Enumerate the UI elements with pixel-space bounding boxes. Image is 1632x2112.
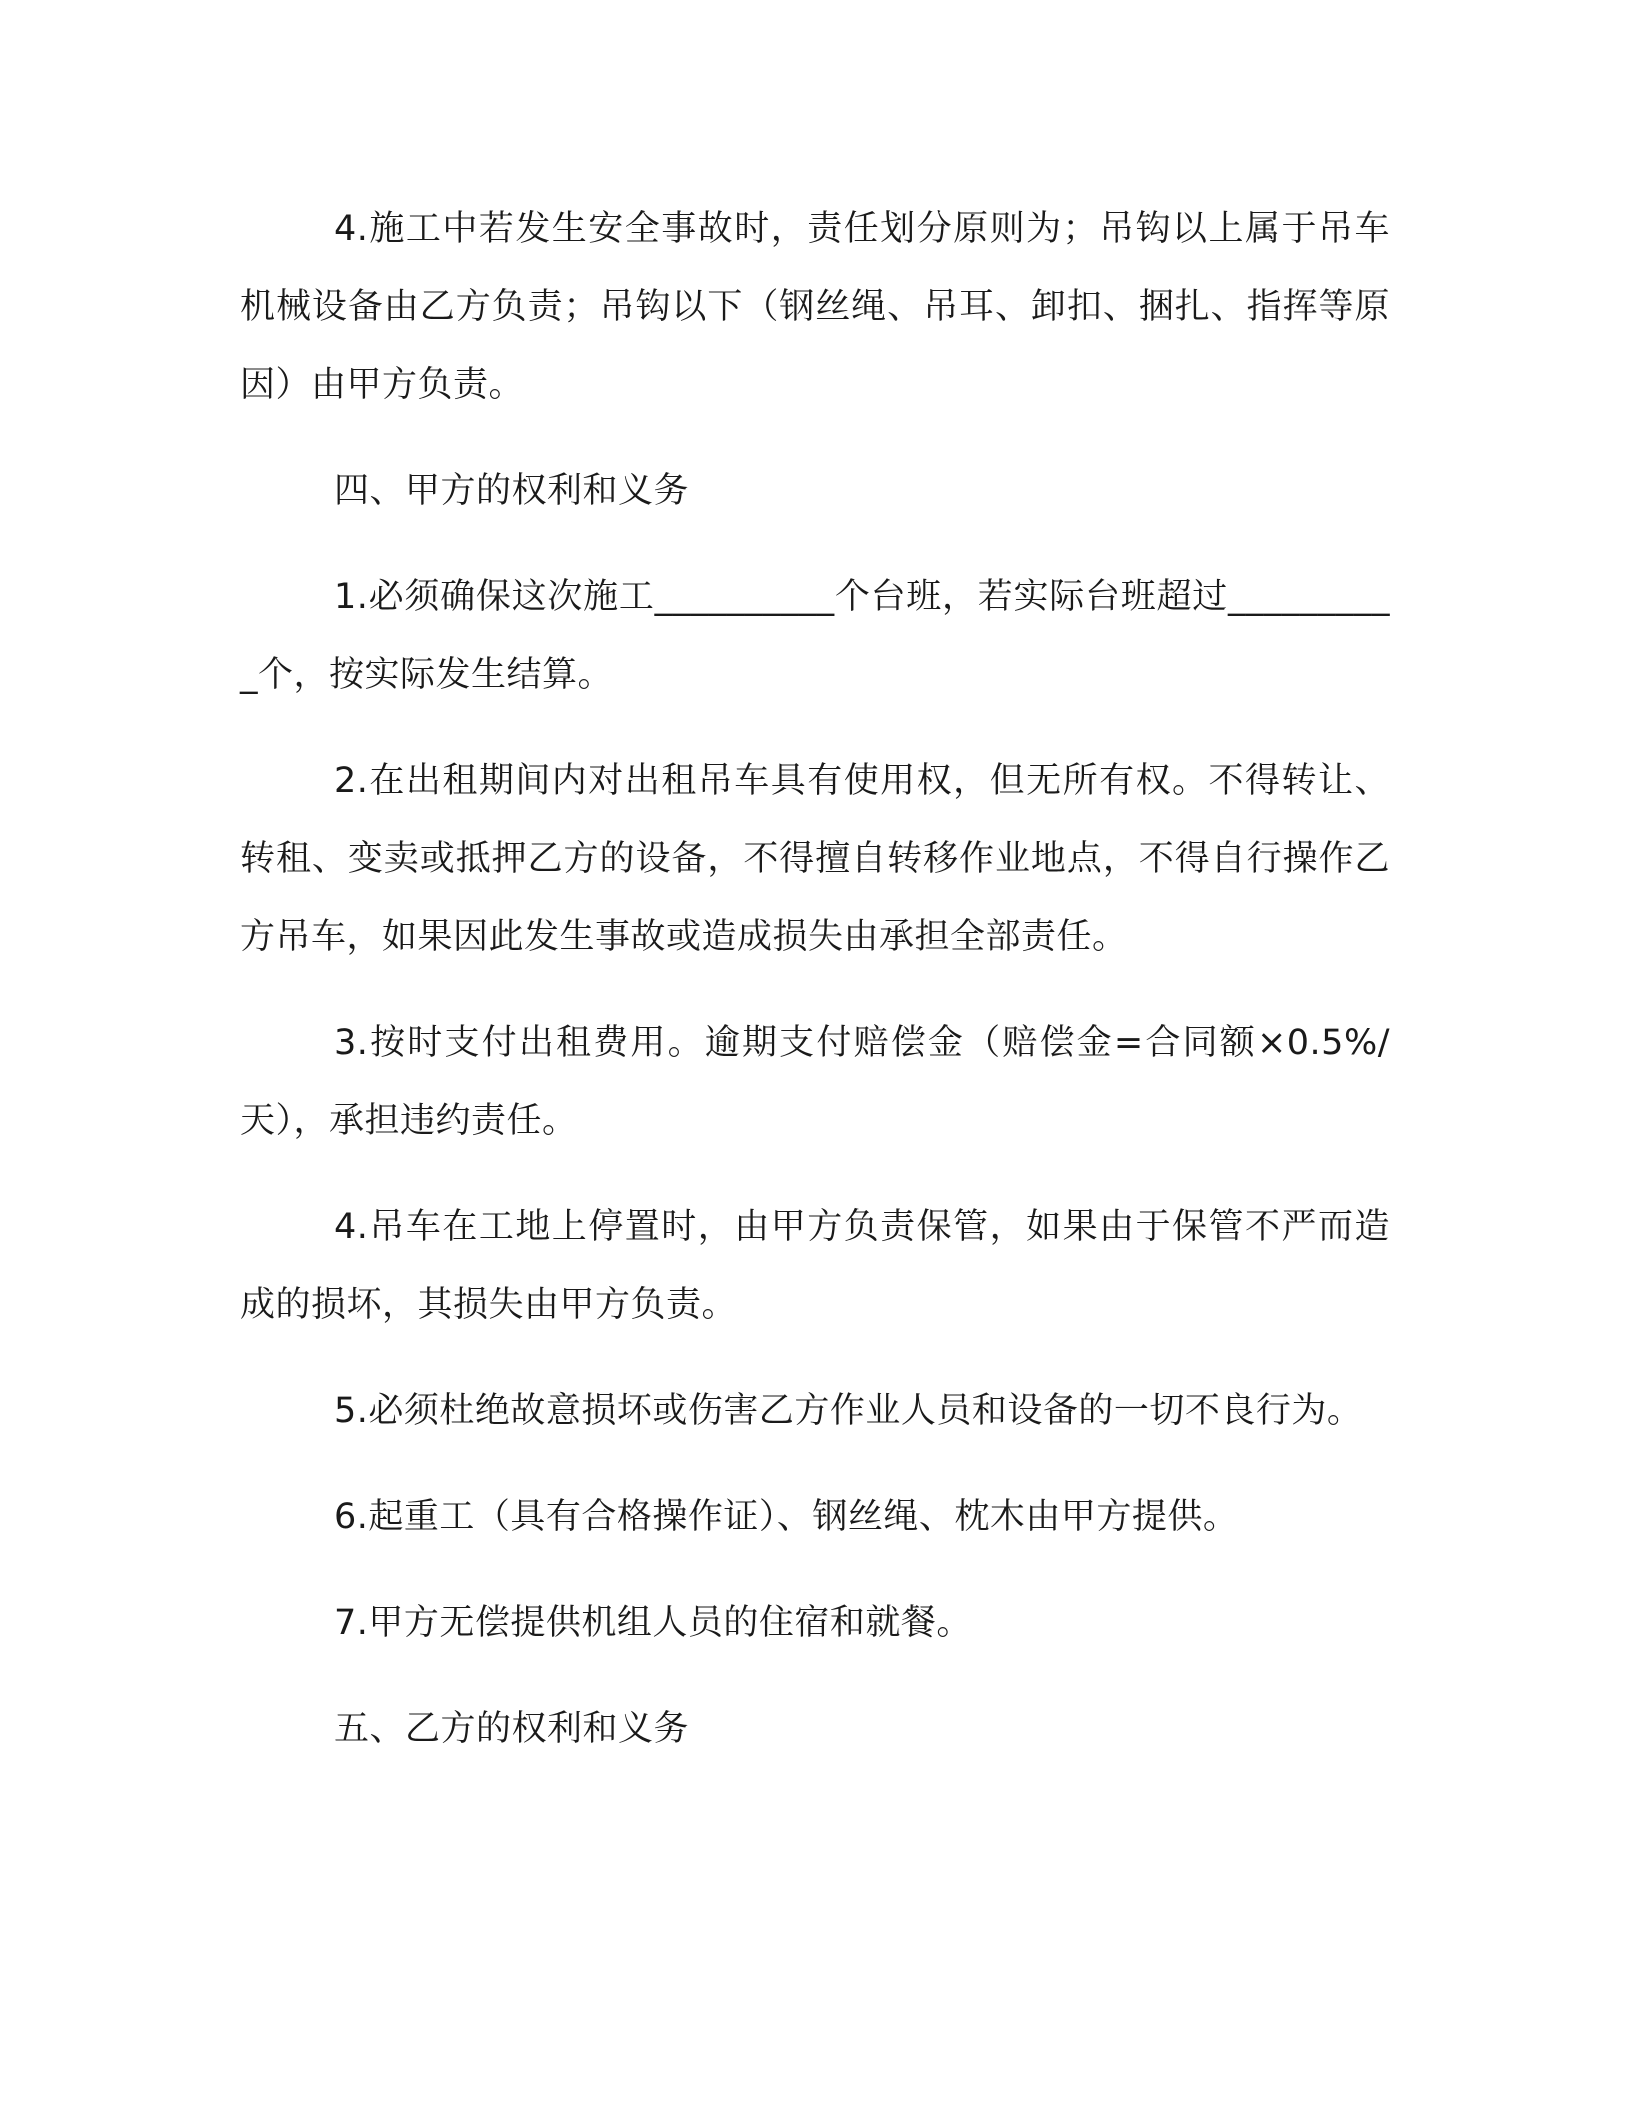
paragraph-accident-responsibility: 4.施工中若发生安全事故时，责任划分原则为；吊钩以上属于吊车机械设备由乙方负责；吊钩以下（钢丝绳、吊耳、卸扣、捆扎、指挥等原因）由甲方负责。 bbox=[240, 209, 1390, 405]
paragraph-prohibit-damage: 5.必须杜绝故意损坏或伤害乙方作业人员和设备的一切不良行为。 bbox=[334, 1391, 1363, 1431]
document-page bbox=[240, 190, 1390, 1796]
section-heading-party-b: 五、乙方的权利和义务 bbox=[334, 1709, 690, 1749]
paragraph-custody: 4.吊车在工地上停置时，由甲方负责保管，如果由于保管不严而造成的损坏，其损失由甲方负责。 bbox=[240, 1207, 1390, 1325]
paragraph-rigging-supply: 6.起重工（具有合格操作证）、钢丝绳、枕木由甲方提供。 bbox=[334, 1497, 1239, 1537]
paragraph-payment: 3.按时支付出租费用。逾期支付赔偿金（赔偿金=合同额×0.5%/天），承担违约责任。 bbox=[240, 1023, 1390, 1141]
section-heading-party-a: 四、甲方的权利和义务 bbox=[334, 471, 690, 511]
paragraph-usage-rights: 2.在出租期间内对出租吊车具有使用权，但无所有权。不得转让、转租、变卖或抵押乙方的设备，不得擅自转移作业地点，不得自行操作乙方吊车，如果因此发生事故或造成损失由承担全部责任。 bbox=[240, 761, 1390, 957]
paragraph-shift-guarantee: 1.必须确保这次施工__________个台班，若实际台班超过__________个，按实际发生结算。 bbox=[240, 577, 1390, 695]
paragraph-accommodation: 7.甲方无偿提供机组人员的住宿和就餐。 bbox=[334, 1603, 972, 1643]
